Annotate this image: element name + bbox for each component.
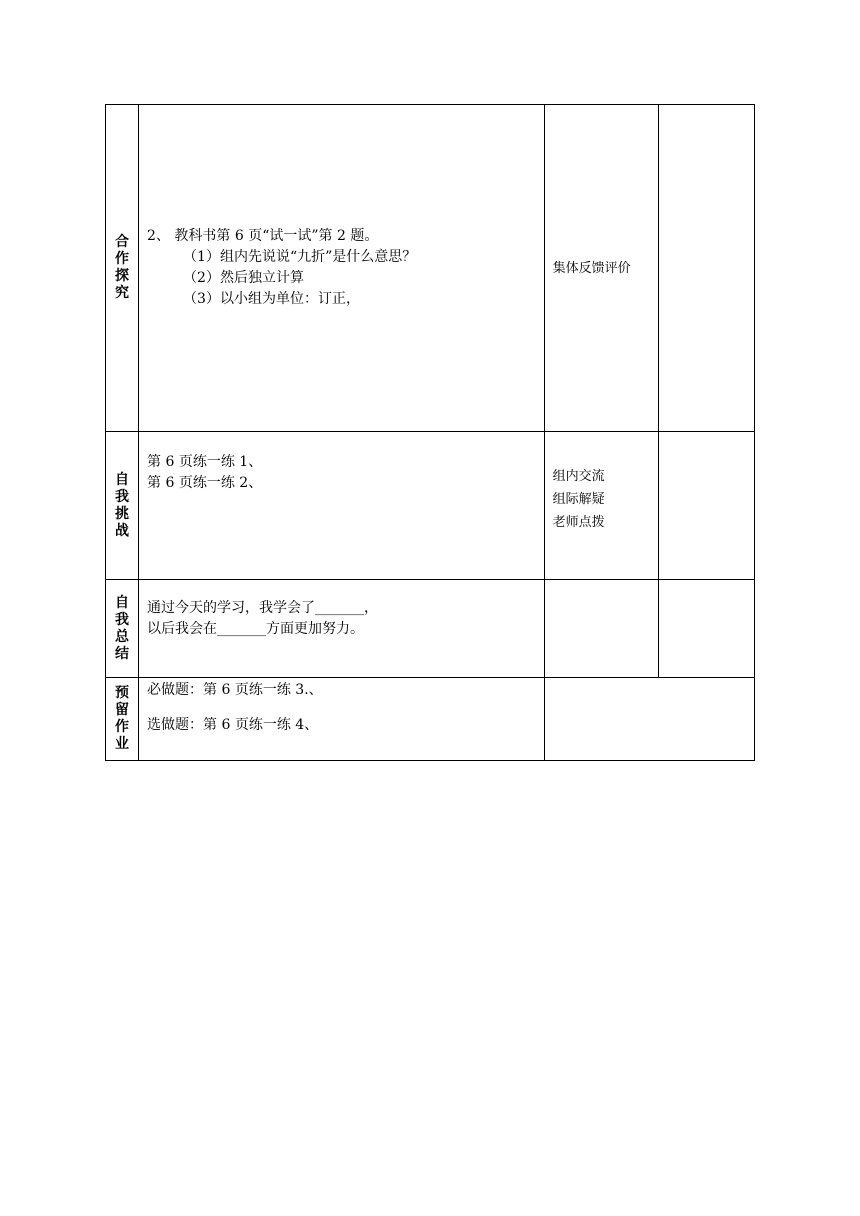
row-empty-cell	[658, 580, 754, 678]
row-self-challenge	[106, 432, 755, 580]
row-empty-cell	[658, 105, 754, 432]
content-line: 选做题：第 6 页练一练 4、	[147, 717, 319, 733]
row-label: 合 作 探 究	[106, 105, 139, 432]
content-line: 第 6 页练一练 2、	[147, 475, 263, 491]
row-homework	[106, 678, 755, 761]
row-empty-cell	[544, 580, 658, 678]
content-line: 通过今天的学习，我学会了_______，	[147, 600, 379, 616]
eval-line: 组内交流	[552, 469, 605, 484]
row-content	[139, 678, 545, 761]
row-content	[139, 432, 545, 580]
content-line: 2、 教科书第 6 页“试一试”第 2 题。	[147, 228, 379, 244]
row-content	[139, 580, 545, 678]
eval-line: 组际解疑	[552, 492, 605, 507]
lesson-plan-table	[105, 104, 755, 761]
eval-line: 老师点拨	[552, 515, 605, 530]
content-line: （1）组内先说说“九折”是什么意思？	[183, 249, 417, 265]
eval-line: 集体反馈评价	[552, 260, 631, 276]
row-evaluation	[544, 105, 658, 432]
row-empty-cell	[544, 678, 754, 761]
row-cooperative-inquiry	[106, 105, 755, 432]
content-line: （2）然后独立计算	[183, 270, 304, 286]
content-line: 以后我会在_______方面更加努力。	[147, 621, 365, 637]
content-line: 必做题：第 6 页练一练 3.、	[147, 682, 323, 698]
row-evaluation	[544, 432, 658, 580]
row-self-summary	[106, 580, 755, 678]
row-content	[139, 105, 545, 432]
row-label: 预 留 作 业	[106, 678, 139, 761]
content-line: （3）以小组为单位：订正，	[183, 291, 360, 307]
content-line: 第 6 页练一练 1、	[147, 454, 263, 470]
row-empty-cell	[658, 432, 754, 580]
row-label: 自 我 总 结	[106, 580, 139, 678]
row-label: 自 我 挑 战	[106, 432, 139, 580]
